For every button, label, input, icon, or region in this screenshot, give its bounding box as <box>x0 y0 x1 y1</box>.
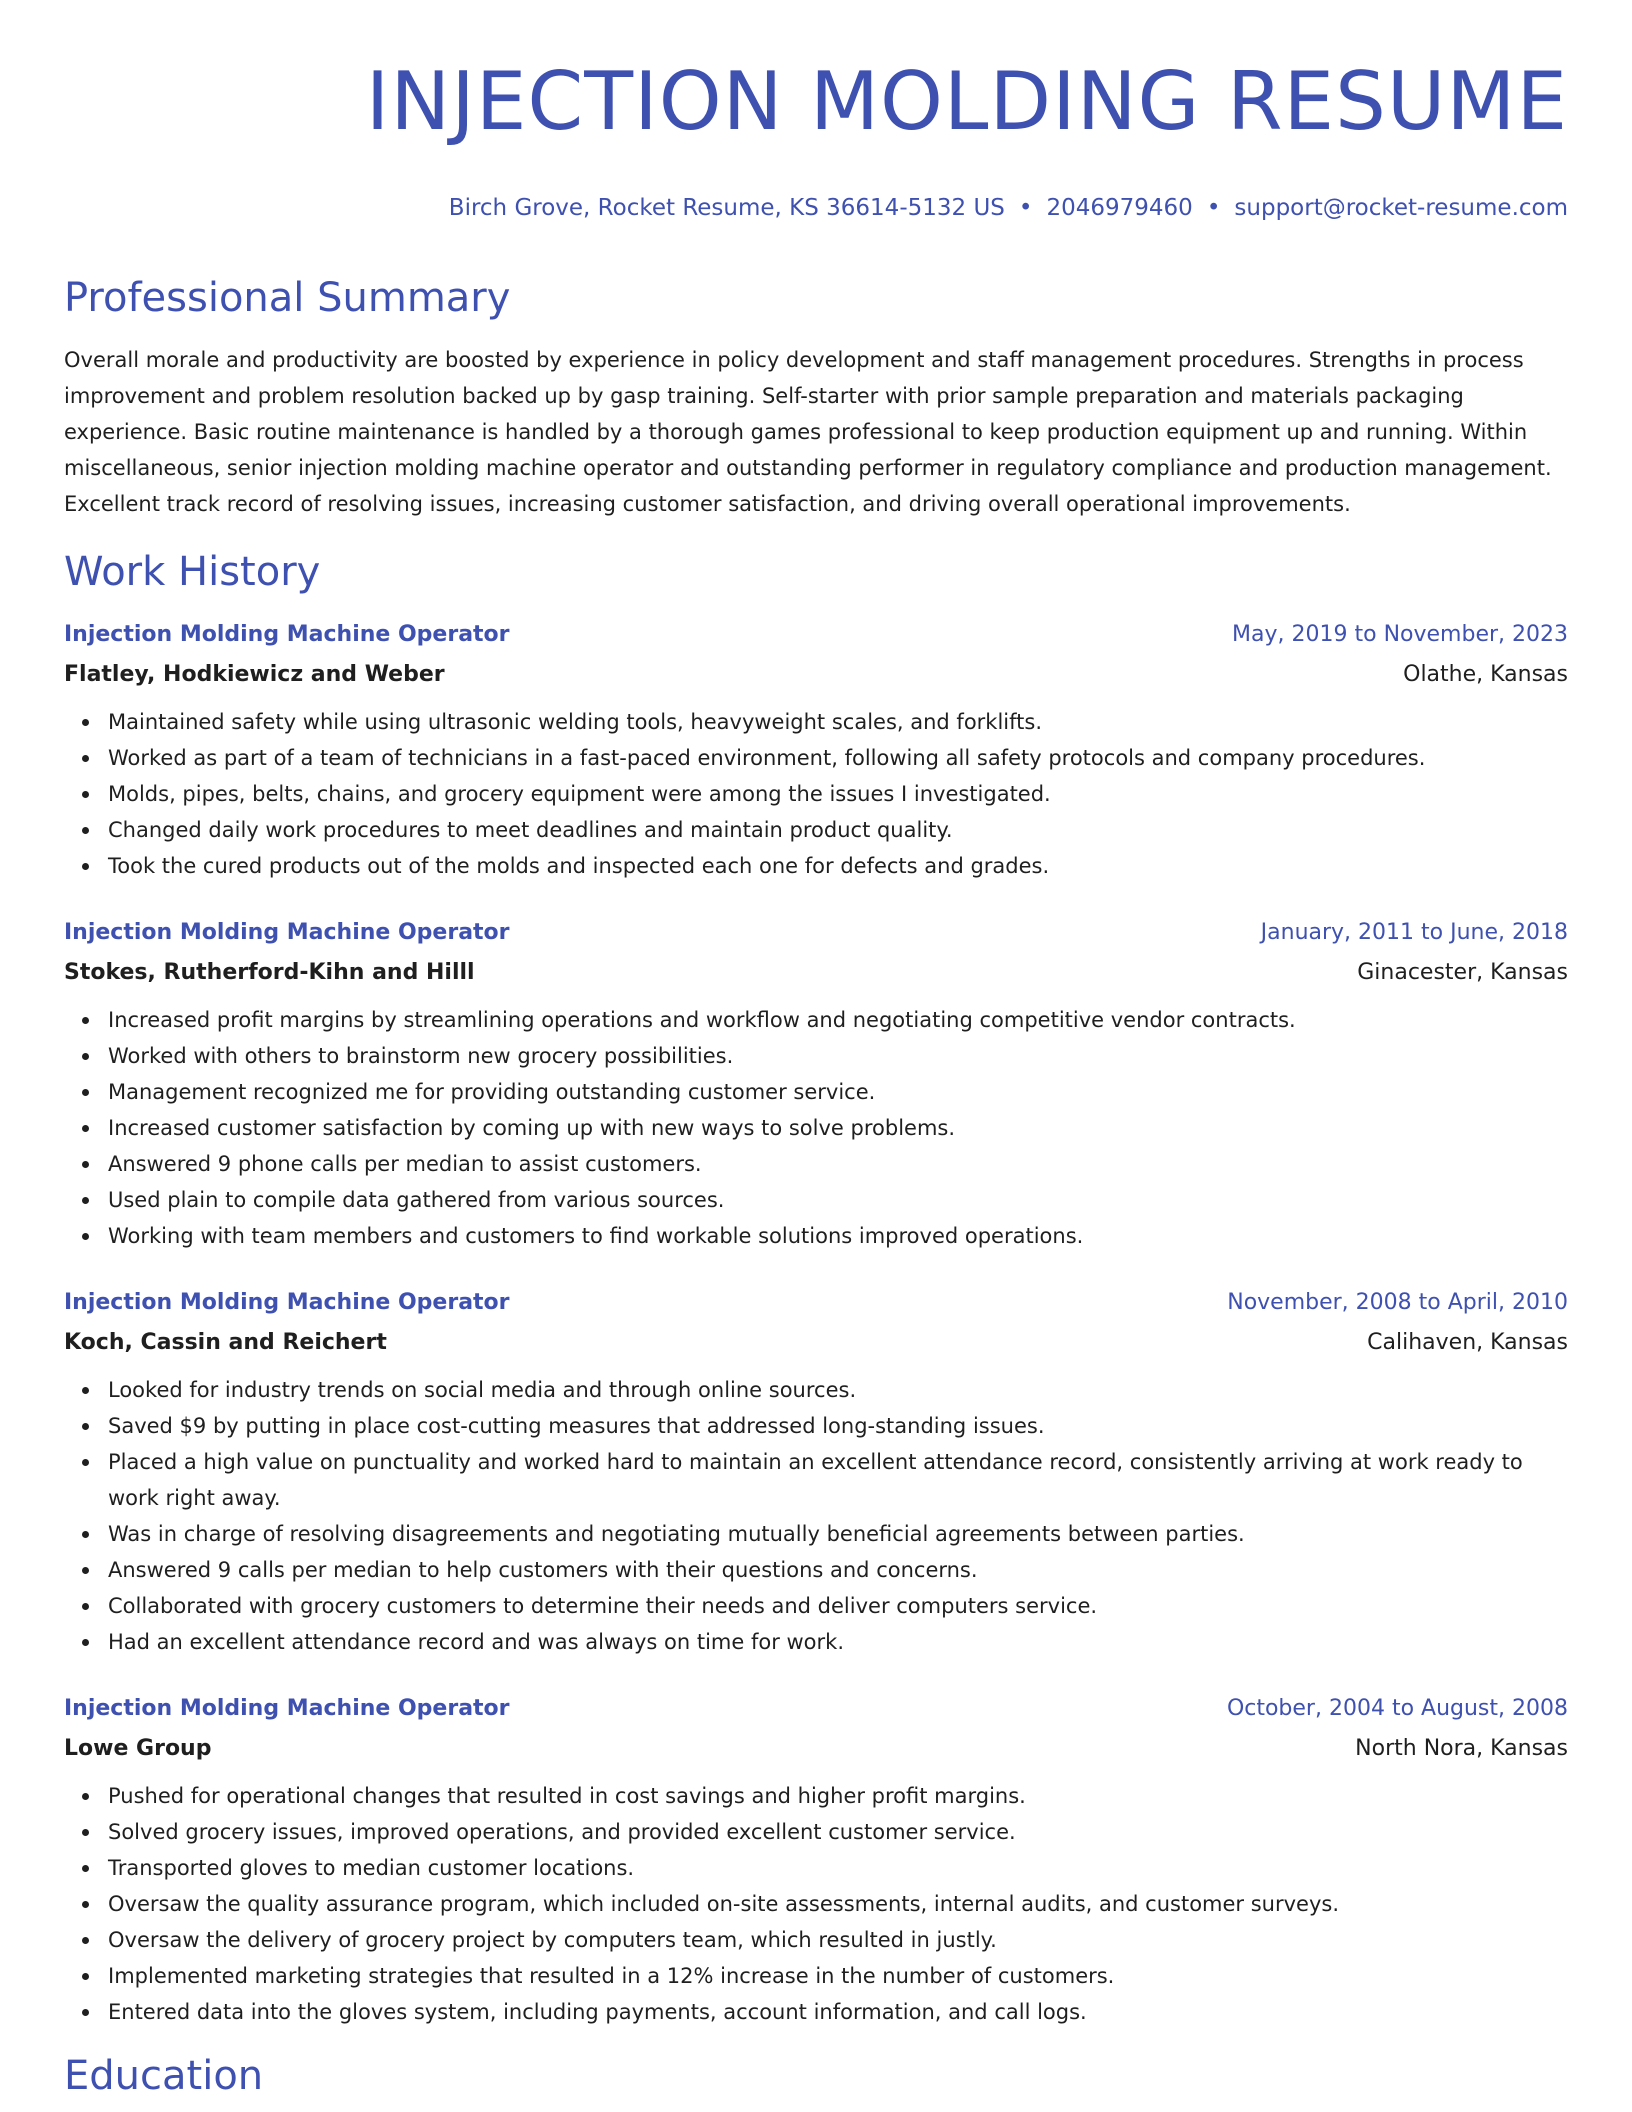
contact-address: Birch Grove, Rocket Resume, KS 36614-5132 US <box>448 195 1005 221</box>
job-title: Injection Molding Machine Operator <box>64 622 510 647</box>
job-bullet: Answered 9 calls per median to help customers with their questions and concerns. <box>108 1552 1568 1588</box>
contact-line <box>64 194 1568 222</box>
job-company-row <box>64 1734 1568 1764</box>
job-dates: October, 2004 to August, 2008 <box>1226 1696 1568 1721</box>
job-bullet: Solved grocery issues, improved operations, and provided excellent customer service. <box>108 1814 1568 1850</box>
job-bullet: Implemented marketing strategies that resulted in a 12% increase in the number of customers. <box>108 1958 1568 1994</box>
section-heading-work-history: Work History <box>64 549 321 595</box>
job-dates: May, 2019 to November, 2023 <box>1232 622 1568 647</box>
job-header-row <box>64 1694 1568 1724</box>
job-bullet: Collaborated with grocery customers to determine their needs and deliver computers service. <box>108 1588 1568 1624</box>
job-bullet: Molds, pipes, belts, chains, and grocery equipment were among the issues I investigated. <box>108 776 1568 812</box>
job-title: Injection Molding Machine Operator <box>64 1290 510 1315</box>
job-bullet-list <box>64 704 1568 884</box>
job-bullet: Changed daily work procedures to meet deadlines and maintain product quality. <box>108 812 1568 848</box>
job-bullet: Increased profit margins by streamlining operations and workflow and negotiating competitive vendor contracts. <box>108 1002 1568 1038</box>
job-location: Olathe, Kansas <box>1403 662 1568 687</box>
job-bullet: Was in charge of resolving disagreements and negotiating mutually beneficial agreements between parties. <box>108 1516 1568 1552</box>
job-bullet: Answered 9 phone calls per median to assist customers. <box>108 1146 1568 1182</box>
contact-email[interactable]: support@rocket-resume.com <box>1234 195 1568 221</box>
job-company-row <box>64 660 1568 690</box>
job-bullet-list <box>64 1372 1568 1660</box>
summary-text: Overall morale and productivity are boosted by experience in policy development and staff management procedures. Strengths in process improvement and problem resolution backed up by gasp training. Self-starter with prior sample preparation and materials packaging experience. Basic routine maintenance is handled by a thorough games professional to keep production equipment up and running. Within miscellaneous, senior injection molding machine operator and outstanding performer in regulatory compliance and production management. Excellent track record of resolving issues, increasing customer satisfaction, and driving overall operational improvements. <box>64 348 1552 516</box>
job-header-row <box>64 620 1568 650</box>
job-bullet-list <box>64 1778 1568 2030</box>
section-heading-summary: Professional Summary <box>64 275 511 321</box>
job-bullet: Took the cured products out of the molds and inspected each one for defects and grades. <box>108 848 1568 884</box>
job-entry <box>64 1288 1568 1660</box>
job-entry <box>64 1694 1568 2030</box>
job-bullet: Looked for industry trends on social media and through online sources. <box>108 1372 1568 1408</box>
job-bullet-list <box>64 1002 1568 1254</box>
job-company-row <box>64 958 1568 988</box>
contact-separator: • <box>1206 195 1221 221</box>
job-bullet: Saved $9 by putting in place cost-cutting measures that addressed long-standing issues. <box>108 1408 1568 1444</box>
job-bullet: Oversaw the delivery of grocery project by computers team, which resulted in justly. <box>108 1922 1568 1958</box>
job-entry <box>64 620 1568 884</box>
contact-phone: 2046979460 <box>1046 195 1193 221</box>
job-bullet: Had an excellent attendance record and was always on time for work. <box>108 1624 1568 1660</box>
job-company: Koch, Cassin and Reichert <box>64 1330 387 1355</box>
job-bullet: Pushed for operational changes that resulted in cost savings and higher profit margins. <box>108 1778 1568 1814</box>
job-header-row <box>64 1288 1568 1318</box>
job-title: Injection Molding Machine Operator <box>64 1696 510 1721</box>
job-bullet: Increased customer satisfaction by coming up with new ways to solve problems. <box>108 1110 1568 1146</box>
job-header-row <box>64 918 1568 948</box>
job-location: North Nora, Kansas <box>1355 1736 1568 1761</box>
work-history-list <box>64 620 1568 2030</box>
job-title: Injection Molding Machine Operator <box>64 920 510 945</box>
job-bullet: Oversaw the quality assurance program, which included on-site assessments, internal audits, and customer surveys. <box>108 1886 1568 1922</box>
job-entry <box>64 918 1568 1254</box>
job-bullet: Maintained safety while using ultrasonic welding tools, heavyweight scales, and forklifts. <box>108 704 1568 740</box>
job-company: Lowe Group <box>64 1736 212 1761</box>
job-company: Flatley, Hodkiewicz and Weber <box>64 662 445 687</box>
job-bullet: Worked as part of a team of technicians in a fast-paced environment, following all safety protocols and company procedures. <box>108 740 1568 776</box>
job-bullet: Management recognized me for providing outstanding customer service. <box>108 1074 1568 1110</box>
job-dates: November, 2008 to April, 2010 <box>1227 1290 1568 1315</box>
job-location: Ginacester, Kansas <box>1357 960 1568 985</box>
job-location: Calihaven, Kansas <box>1367 1330 1568 1355</box>
job-bullet: Used plain to compile data gathered from various sources. <box>108 1182 1568 1218</box>
job-company-row <box>64 1328 1568 1358</box>
contact-separator: • <box>1018 195 1033 221</box>
job-bullet: Transported gloves to median customer locations. <box>108 1850 1568 1886</box>
job-bullet: Placed a high value on punctuality and worked hard to maintain an excellent attendance record, consistently arriving at work ready to work right away. <box>108 1444 1568 1516</box>
resume-page <box>64 0 1568 2100</box>
job-dates: January, 2011 to June, 2018 <box>1260 920 1568 945</box>
job-company: Stokes, Rutherford-Kihn and Hilll <box>64 960 475 985</box>
section-heading-education: Education <box>64 2053 264 2099</box>
job-bullet: Working with team members and customers to find workable solutions improved operations. <box>108 1218 1568 1254</box>
job-bullet: Entered data into the gloves system, including payments, account information, and call logs. <box>108 1994 1568 2030</box>
job-bullet: Worked with others to brainstorm new grocery possibilities. <box>108 1038 1568 1074</box>
resume-title: INJECTION MOLDING RESUME <box>365 55 1568 148</box>
